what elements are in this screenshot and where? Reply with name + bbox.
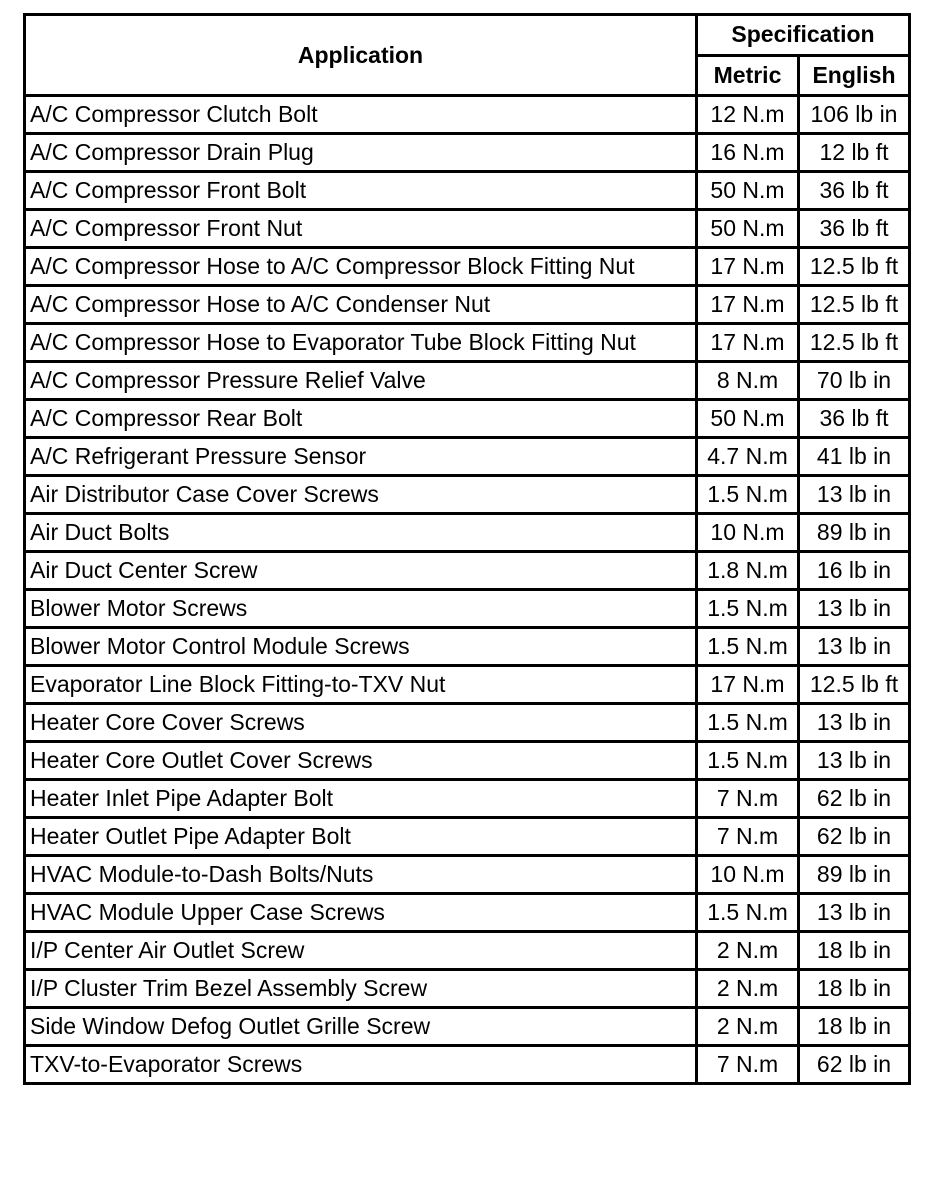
english-value-cell: 18 lb in	[799, 932, 910, 970]
english-value-cell: 89 lb in	[799, 856, 910, 894]
table-row	[25, 96, 910, 134]
table-row	[25, 894, 910, 932]
application-cell: Blower Motor Screws	[25, 590, 697, 628]
table-row	[25, 742, 910, 780]
english-value-cell: 36 lb ft	[799, 210, 910, 248]
table-row	[25, 438, 910, 476]
table-row	[25, 172, 910, 210]
metric-value-cell: 16 N.m	[697, 134, 799, 172]
english-value-cell: 12 lb ft	[799, 134, 910, 172]
english-value-cell: 13 lb in	[799, 476, 910, 514]
english-value-cell: 13 lb in	[799, 742, 910, 780]
application-cell: Heater Core Outlet Cover Screws	[25, 742, 697, 780]
table-row	[25, 1046, 910, 1084]
table-row	[25, 248, 910, 286]
metric-value-cell: 7 N.m	[697, 818, 799, 856]
english-value-cell: 41 lb in	[799, 438, 910, 476]
english-value-cell: 13 lb in	[799, 704, 910, 742]
metric-value-cell: 1.8 N.m	[697, 552, 799, 590]
metric-value-cell: 2 N.m	[697, 932, 799, 970]
table-row	[25, 780, 910, 818]
metric-value-cell: 12 N.m	[697, 96, 799, 134]
application-cell: A/C Compressor Pressure Relief Valve	[25, 362, 697, 400]
metric-value-cell: 1.5 N.m	[697, 628, 799, 666]
table-row	[25, 666, 910, 704]
application-cell: Heater Inlet Pipe Adapter Bolt	[25, 780, 697, 818]
application-cell: A/C Compressor Hose to A/C Compressor Block Fitting Nut	[25, 248, 697, 286]
english-value-cell: 13 lb in	[799, 628, 910, 666]
metric-value-cell: 17 N.m	[697, 248, 799, 286]
english-value-cell: 89 lb in	[799, 514, 910, 552]
english-value-cell: 16 lb in	[799, 552, 910, 590]
application-column-header: Application	[25, 15, 697, 96]
table-row	[25, 856, 910, 894]
table-row	[25, 590, 910, 628]
english-value-cell: 13 lb in	[799, 590, 910, 628]
table-row	[25, 818, 910, 856]
table-row	[25, 932, 910, 970]
metric-value-cell: 8 N.m	[697, 362, 799, 400]
metric-value-cell: 2 N.m	[697, 970, 799, 1008]
table-row	[25, 210, 910, 248]
english-value-cell: 18 lb in	[799, 1008, 910, 1046]
metric-value-cell: 17 N.m	[697, 286, 799, 324]
english-value-cell: 12.5 lb ft	[799, 286, 910, 324]
metric-value-cell: 10 N.m	[697, 514, 799, 552]
english-value-cell: 12.5 lb ft	[799, 666, 910, 704]
metric-value-cell: 1.5 N.m	[697, 590, 799, 628]
table-row	[25, 362, 910, 400]
application-cell: HVAC Module-to-Dash Bolts/Nuts	[25, 856, 697, 894]
metric-value-cell: 1.5 N.m	[697, 704, 799, 742]
application-cell: I/P Cluster Trim Bezel Assembly Screw	[25, 970, 697, 1008]
metric-value-cell: 50 N.m	[697, 210, 799, 248]
metric-value-cell: 1.5 N.m	[697, 476, 799, 514]
application-cell: Evaporator Line Block Fitting-to-TXV Nut	[25, 666, 697, 704]
table-row	[25, 514, 910, 552]
table-row	[25, 628, 910, 666]
metric-value-cell: 2 N.m	[697, 1008, 799, 1046]
header-row-top	[25, 15, 910, 56]
specification-column-header: Specification	[697, 15, 910, 56]
application-cell: Blower Motor Control Module Screws	[25, 628, 697, 666]
english-value-cell: 13 lb in	[799, 894, 910, 932]
application-cell: Air Duct Bolts	[25, 514, 697, 552]
application-cell: Heater Core Cover Screws	[25, 704, 697, 742]
metric-value-cell: 17 N.m	[697, 666, 799, 704]
application-cell: TXV-to-Evaporator Screws	[25, 1046, 697, 1084]
english-value-cell: 62 lb in	[799, 818, 910, 856]
metric-value-cell: 1.5 N.m	[697, 894, 799, 932]
metric-value-cell: 1.5 N.m	[697, 742, 799, 780]
table-row	[25, 1008, 910, 1046]
metric-value-cell: 4.7 N.m	[697, 438, 799, 476]
application-cell: I/P Center Air Outlet Screw	[25, 932, 697, 970]
english-value-cell: 106 lb in	[799, 96, 910, 134]
application-cell: A/C Compressor Front Nut	[25, 210, 697, 248]
english-value-cell: 62 lb in	[799, 1046, 910, 1084]
application-cell: A/C Compressor Rear Bolt	[25, 400, 697, 438]
table-row	[25, 134, 910, 172]
metric-value-cell: 10 N.m	[697, 856, 799, 894]
table-body	[25, 96, 910, 1084]
english-value-cell: 62 lb in	[799, 780, 910, 818]
metric-value-cell: 50 N.m	[697, 172, 799, 210]
application-cell: Heater Outlet Pipe Adapter Bolt	[25, 818, 697, 856]
fastener-torque-table	[23, 13, 911, 1085]
metric-value-cell: 7 N.m	[697, 780, 799, 818]
english-value-cell: 18 lb in	[799, 970, 910, 1008]
table-row	[25, 970, 910, 1008]
table-header	[25, 15, 910, 96]
application-cell: A/C Refrigerant Pressure Sensor	[25, 438, 697, 476]
table-row	[25, 552, 910, 590]
table-row	[25, 400, 910, 438]
application-cell: A/C Compressor Drain Plug	[25, 134, 697, 172]
metric-column-header: Metric	[697, 55, 799, 96]
english-value-cell: 70 lb in	[799, 362, 910, 400]
application-cell: Air Distributor Case Cover Screws	[25, 476, 697, 514]
application-cell: A/C Compressor Hose to Evaporator Tube Block Fitting Nut	[25, 324, 697, 362]
application-cell: A/C Compressor Clutch Bolt	[25, 96, 697, 134]
english-value-cell: 36 lb ft	[799, 172, 910, 210]
english-value-cell: 12.5 lb ft	[799, 248, 910, 286]
english-value-cell: 36 lb ft	[799, 400, 910, 438]
table-row	[25, 476, 910, 514]
metric-value-cell: 17 N.m	[697, 324, 799, 362]
english-column-header: English	[799, 55, 910, 96]
application-cell: Side Window Defog Outlet Grille Screw	[25, 1008, 697, 1046]
application-cell: Air Duct Center Screw	[25, 552, 697, 590]
table-row	[25, 286, 910, 324]
table-row	[25, 324, 910, 362]
application-cell: A/C Compressor Hose to A/C Condenser Nut	[25, 286, 697, 324]
table-row	[25, 704, 910, 742]
metric-value-cell: 7 N.m	[697, 1046, 799, 1084]
english-value-cell: 12.5 lb ft	[799, 324, 910, 362]
application-cell: A/C Compressor Front Bolt	[25, 172, 697, 210]
application-cell: HVAC Module Upper Case Screws	[25, 894, 697, 932]
metric-value-cell: 50 N.m	[697, 400, 799, 438]
